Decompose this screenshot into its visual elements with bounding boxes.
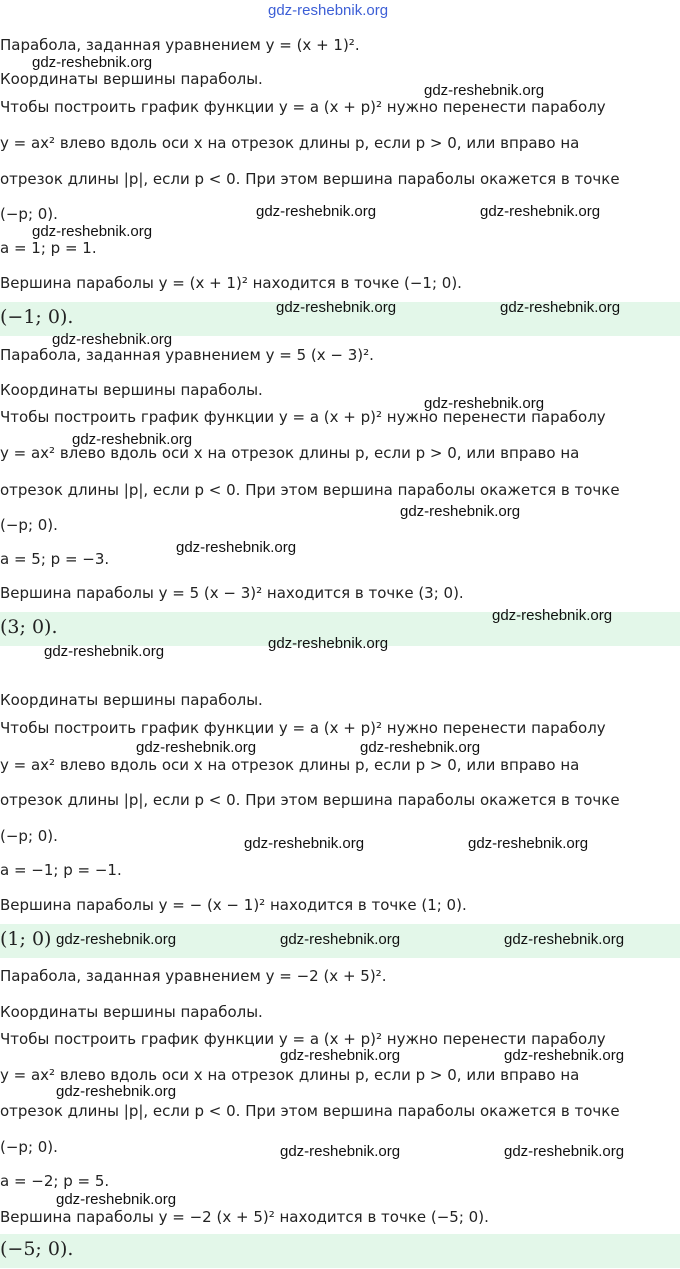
block-4-conclusion: Вершина параболы y = −2 (x + 5)² находится в точке (−5; 0).	[0, 1208, 489, 1226]
watermark: gdz-reshebnik.org	[280, 1143, 401, 1160]
watermark: gdz-reshebnik.org	[136, 739, 257, 756]
watermark: gdz-reshebnik.org	[276, 299, 397, 316]
block-2-rule-line-1: Чтобы построить график функции y = a (x + p)² нужно перенести параболу	[0, 408, 606, 426]
watermark: gdz-reshebnik.org	[176, 539, 297, 556]
block-3-rule-line-3: отрезок длины |p|, если p < 0. При этом вершина параболы окажется в точке	[0, 791, 620, 809]
block-4-vertex-heading: Координаты вершины параболы.	[0, 1003, 263, 1021]
block-2-rule-line-3: отрезок длины |p|, если p < 0. При этом вершина параболы окажется в точке	[0, 481, 620, 499]
block-1-rule-line-1: Чтобы построить график функции y = a (x + p)² нужно перенести параболу	[0, 98, 606, 116]
watermark: gdz-reshebnik.org	[500, 299, 621, 316]
watermark: gdz-reshebnik.org	[468, 835, 589, 852]
block-1-answer: (−1; 0).	[0, 306, 74, 328]
block-1-rule-line-2: y = ax² влево вдоль оси x на отрезок длины p, если p > 0, или вправо на	[0, 134, 580, 152]
block-4-rule-line-1: Чтобы построить график функции y = a (x + p)² нужно перенести параболу	[0, 1030, 606, 1048]
watermark: gdz-reshebnik.org	[56, 931, 177, 948]
block-2-title: Парабола, заданная уравнением y = 5 (x − 3)².	[0, 346, 374, 364]
watermark: gdz-reshebnik.org	[32, 223, 153, 240]
block-2-vertex-heading: Координаты вершины параболы.	[0, 381, 263, 399]
block-4-title: Парабола, заданная уравнением y = −2 (x + 5)².	[0, 967, 387, 985]
watermark: gdz-reshebnik.org	[280, 931, 401, 948]
watermark: gdz-reshebnik.org	[280, 1047, 401, 1064]
watermark: gdz-reshebnik.org	[424, 395, 545, 412]
block-4-rule-line-4: (−p; 0).	[0, 1138, 58, 1156]
block-4-rule-line-3: отрезок длины |p|, если p < 0. При этом вершина параболы окажется в точке	[0, 1102, 620, 1120]
watermark: gdz-reshebnik.org	[360, 739, 481, 756]
watermark: gdz-reshebnik.org	[32, 54, 153, 71]
block-2-params: a = 5; p = −3.	[0, 550, 110, 568]
block-1-rule-line-3: отрезок длины |p|, если p < 0. При этом вершина параболы окажется в точке	[0, 170, 620, 188]
block-2-rule-line-4: (−p; 0).	[0, 516, 58, 534]
watermark: gdz-reshebnik.org	[480, 203, 601, 220]
watermark: gdz-reshebnik.org	[52, 331, 173, 348]
watermark: gdz-reshebnik.org	[424, 82, 545, 99]
block-4-answer: (−5; 0).	[0, 1238, 74, 1260]
watermark: gdz-reshebnik.org	[256, 203, 377, 220]
watermark: gdz-reshebnik.org	[504, 931, 625, 948]
block-3-rule-line-2: y = ax² влево вдоль оси x на отрезок длины p, если p > 0, или вправо на	[0, 756, 580, 774]
watermark: gdz-reshebnik.org	[492, 607, 613, 624]
block-3-vertex-heading: Координаты вершины параболы.	[0, 691, 263, 709]
block-3-rule-line-4: (−p; 0).	[0, 827, 58, 845]
watermark-top: gdz-reshebnik.org	[268, 2, 389, 19]
block-2-rule-line-2: y = ax² влево вдоль оси x на отрезок длины p, если p > 0, или вправо на	[0, 444, 580, 462]
watermark: gdz-reshebnik.org	[268, 635, 389, 652]
block-4-params: a = −2; p = 5.	[0, 1172, 110, 1190]
block-1-conclusion: Вершина параболы y = (x + 1)² находится в точке (−1; 0).	[0, 274, 462, 292]
block-3-params: a = −1; p = −1.	[0, 861, 122, 879]
block-1-params: a = 1; p = 1.	[0, 239, 97, 257]
block-1-title: Парабола, заданная уравнением y = (x + 1)².	[0, 36, 360, 54]
block-1-rule-line-4: (−p; 0).	[0, 205, 58, 223]
watermark: gdz-reshebnik.org	[244, 835, 365, 852]
watermark: gdz-reshebnik.org	[44, 643, 165, 660]
watermark: gdz-reshebnik.org	[56, 1083, 177, 1100]
block-3-conclusion: Вершина параболы y = − (x − 1)² находится в точке (1; 0).	[0, 896, 467, 914]
watermark: gdz-reshebnik.org	[56, 1191, 177, 1208]
block-4-answer-band	[0, 1234, 680, 1268]
watermark: gdz-reshebnik.org	[504, 1047, 625, 1064]
watermark: gdz-reshebnik.org	[72, 431, 193, 448]
block-1-vertex-heading: Координаты вершины параболы.	[0, 70, 263, 88]
watermark: gdz-reshebnik.org	[400, 503, 521, 520]
block-2-answer: (3; 0).	[0, 616, 58, 638]
watermark: gdz-reshebnik.org	[504, 1143, 625, 1160]
block-3-rule-line-1: Чтобы построить график функции y = a (x + p)² нужно перенести параболу	[0, 719, 606, 737]
block-2-conclusion: Вершина параболы y = 5 (x − 3)² находится в точке (3; 0).	[0, 584, 464, 602]
block-4-rule-line-2: y = ax² влево вдоль оси x на отрезок длины p, если p > 0, или вправо на	[0, 1066, 580, 1084]
block-3-answer: (1; 0)	[0, 928, 52, 950]
